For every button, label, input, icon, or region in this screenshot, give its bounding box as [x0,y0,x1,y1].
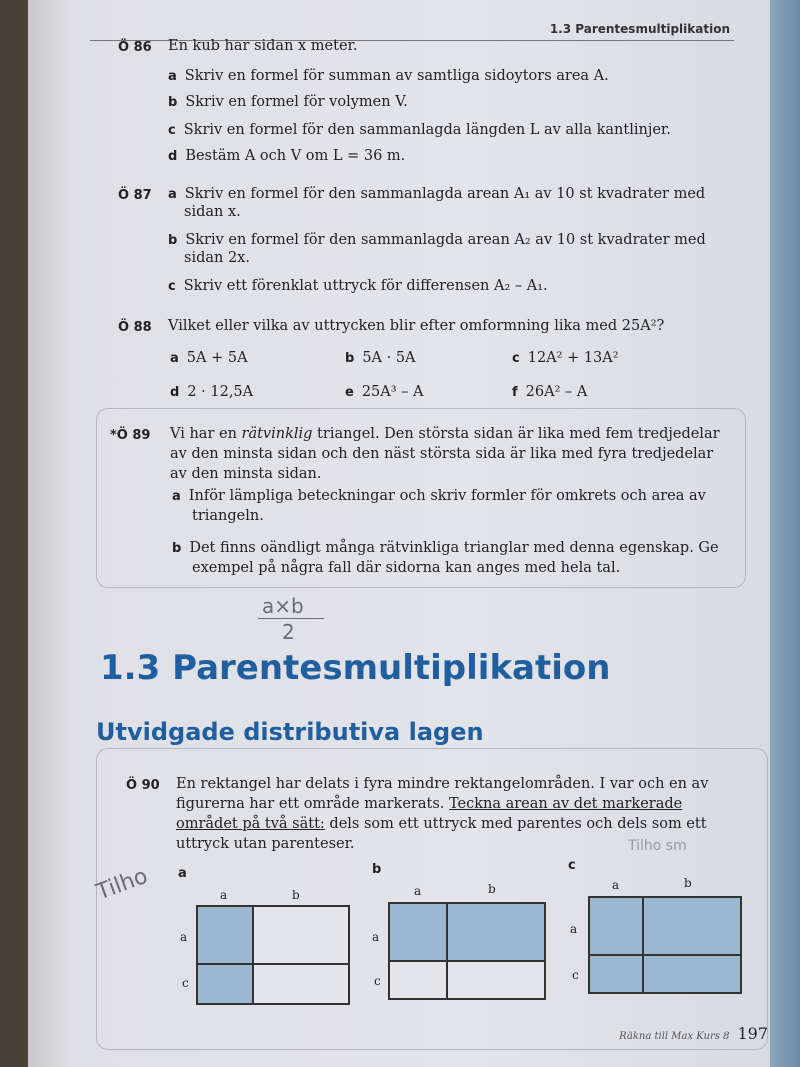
cell-cb [643,955,741,993]
item-b-cont: sidan 2x. [184,250,250,266]
exercise-text-line3: av den minsta sidan. [170,466,322,482]
exercise-stem: En kub har sidan x meter. [168,38,358,54]
figure-side-label: c [374,974,381,988]
figure-b [388,902,546,1000]
cell-ab [447,903,545,961]
figure-side-label: c [182,976,189,990]
figure-c [588,896,742,994]
figure-c-label: c [568,858,576,873]
figure-top-label: a [612,878,620,892]
handwritten-note: Tilho [93,863,152,906]
cell-cb [253,964,349,1004]
figure-b-label: b [372,862,382,877]
exercise-number: Ö 86 [118,40,152,55]
option-a: a 5A + 5A [170,350,248,366]
item-b-cont: exempel på några fall där sidorna kan anges med hela tal. [192,560,621,576]
option-f: f 26A² – A [512,384,588,400]
exercise-text-line4: uttryck utan parenteser. [176,836,355,852]
exercise-text-line1: Vi har en rätvinklig triangel. Den största sidan är lika med fem tredjedelar [170,426,720,442]
item-a: a Skriv en formel för den sammanlagda arean A₁ av 10 st kvadrater med [168,186,706,202]
figure-top-label: b [488,882,496,896]
exercise-number: Ö 90 [126,778,160,793]
item-d: d Bestäm A och V om L = 36 m. [168,148,406,164]
figure-top-label: b [292,888,300,902]
item-c: c Skriv en formel för den sammanlagda längden L av alla kantlinjer. [168,122,671,138]
item-a: a Skriv en formel för summan av samtliga sidoytors area A. [168,68,609,84]
option-d: d 2 · 12,5A [170,384,254,400]
handwritten-fraction-line [258,618,324,619]
cell-aa [197,906,253,964]
item-b: b Skriv en formel för volymen V. [168,94,408,110]
figure-top-label: b [684,876,692,890]
cell-aa [589,897,643,955]
cell-cb [447,961,545,999]
section-title: 1.3 Parentesmultiplikation [100,648,611,688]
cell-ab [253,906,349,964]
cell-ca [197,964,253,1004]
handwritten-numerator: a×b [262,594,304,618]
page-number: 197 [737,1024,768,1043]
exercise-number: *Ö 89 [110,428,151,443]
figure-side-label: a [570,922,578,936]
exercise-number: Ö 88 [118,320,152,335]
cell-aa [389,903,447,961]
handwritten-note-faint: Tilho sm [628,838,687,854]
item-a-cont: triangeln. [192,508,264,524]
figure-side-label: c [572,968,579,982]
item-c: c Skriv ett förenklat uttryck för differensen A₂ – A₁. [168,278,548,294]
handwritten-denominator: 2 [282,620,295,644]
cell-ca [389,961,447,999]
item-a-cont: sidan x. [184,204,241,220]
item-b: b Det finns oändligt många rätvinkliga trianglar med denna egenskap. Ge [172,540,719,556]
option-e: e 25A³ – A [345,384,424,400]
option-b: b 5A · 5A [345,350,416,366]
running-head: 1.3 Parentesmultiplikation [549,22,730,36]
exercise-text-line2: figurerna har ett område markerats. Teckna arean av det markerade [176,796,683,812]
figure-a-label: a [178,866,187,881]
cell-ca [589,955,643,993]
subsection-title: Utvidgade distributiva lagen [96,718,484,746]
page-footer: Räkna till Max Kurs 8 197 [619,1024,768,1043]
figure-side-label: a [180,930,188,944]
exercise-text-line3: området på två sätt: dels som ett uttryck med parentes och dels som ett [176,816,707,832]
figure-side-label: a [372,930,380,944]
exercise-text-line1: En rektangel har delats i fyra mindre rektangelområden. I var och en av [176,776,709,792]
figure-top-label: a [220,888,228,902]
exercise-text-line2: av den minsta sidan och den näst största sida är lika med fyra tredjedelar [170,446,714,462]
exercise-number: Ö 87 [118,188,152,203]
figure-top-label: a [414,884,422,898]
exercise-stem: Vilket eller vilka av uttrycken blir efter omformning lika med 25A²? [168,318,665,334]
option-c: c 12A² + 13A² [512,350,619,366]
book-edge [770,0,800,1067]
item-b: b Skriv en formel för den sammanlagda arean A₂ av 10 st kvadrater med [168,232,706,248]
figure-a [196,905,350,1005]
item-a: a Inför lämpliga beteckningar och skriv formler för omkrets och area av [172,488,706,504]
cell-ab [643,897,741,955]
